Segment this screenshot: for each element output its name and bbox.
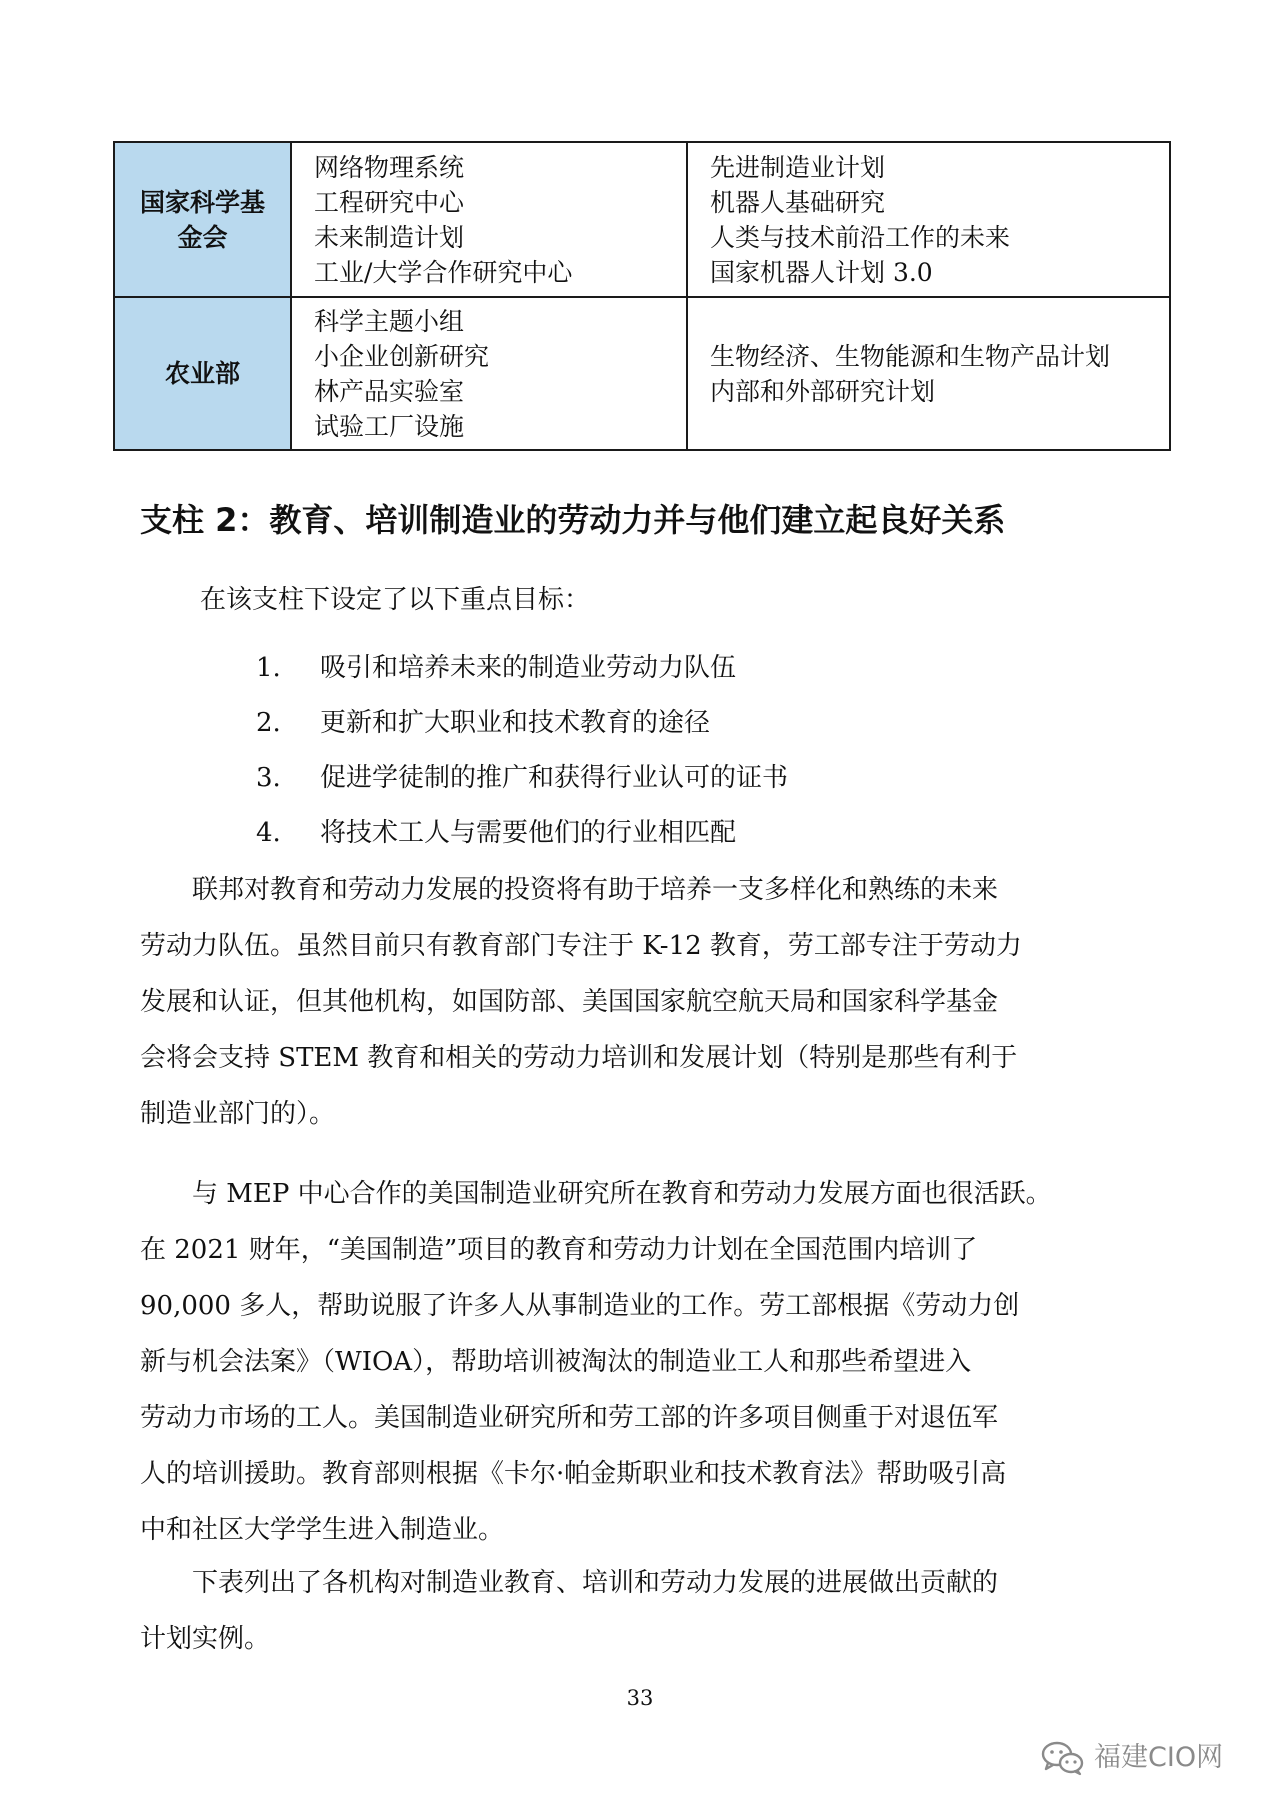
paragraph-line: 发展和认证，但其他机构，如国防部、美国国家航空航天局和国家科学基金 [140, 987, 999, 1017]
program-item: 生物经济、生物能源和生物产品计划 [710, 341, 1111, 371]
programs-left-cell [291, 142, 687, 297]
agency-line: 金会 [177, 222, 228, 252]
table-row [114, 142, 1170, 297]
program-item: 网络物理系统 [314, 152, 465, 182]
paragraph-table-intro [140, 1555, 1140, 1667]
program-item: 国家机器人计划 3.0 [710, 257, 933, 287]
program-table [113, 141, 1171, 451]
agency-cell [114, 297, 291, 450]
paragraph-line: 制造业部门的）。 [140, 1099, 336, 1129]
programs-right-cell [687, 142, 1170, 297]
section-intro: 在该支柱下设定了以下重点目标： [200, 585, 591, 615]
goals-list [256, 650, 788, 870]
paragraph-mep [140, 1166, 1140, 1558]
goal-text: 更新和扩大职业和技术教育的途径 [320, 708, 711, 738]
program-item: 试验工厂设施 [314, 411, 465, 441]
paragraph-line: 与 MEP 中心合作的美国制造业研究所在教育和劳动力发展方面也很活跃。 [140, 1179, 1052, 1209]
program-item: 科学主题小组 [314, 306, 465, 336]
paragraph-line: 计划实例。 [140, 1624, 271, 1654]
wechat-icon [1040, 1740, 1086, 1776]
paragraph-line: 新与机会法案》（WIOA），帮助培训被淘汰的制造业工人和那些希望进入 [140, 1347, 972, 1377]
paragraph-line: 90,000 多人，帮助说服了许多人从事制造业的工作。劳工部根据《劳动力创 [140, 1291, 1020, 1321]
program-item: 人类与技术前沿工作的未来 [710, 222, 1011, 252]
watermark [1040, 1738, 1223, 1778]
goal-number: 4. [256, 818, 281, 848]
paragraph-line: 联邦对教育和劳动力发展的投资将有助于培养一支多样化和熟练的未来 [140, 875, 999, 905]
program-item: 先进制造业计划 [710, 152, 886, 182]
table-row [114, 297, 1170, 450]
list-item [256, 705, 788, 760]
paragraph-line: 在 2021 财年，“美国制造”项目的教育和劳动力计划在全国范围内培训了 [140, 1235, 978, 1265]
list-item [256, 760, 788, 815]
paragraph-line: 会将会支持 STEM 教育和相关的劳动力培训和发展计划（特别是那些有利于 [140, 1043, 1018, 1073]
goal-text: 促进学徒制的推广和获得行业认可的证书 [320, 763, 789, 793]
programs-right-cell [687, 297, 1170, 450]
program-item: 内部和外部研究计划 [710, 376, 936, 406]
program-item: 未来制造计划 [314, 222, 465, 252]
program-item: 工业/大学合作研究中心 [314, 257, 573, 287]
agency-line: 农业部 [164, 359, 240, 388]
paragraph-line: 劳动力队伍。虽然目前只有教育部门专注于 K-12 教育，劳工部专注于劳动力 [140, 931, 1022, 961]
goal-number: 2. [256, 708, 281, 738]
program-item: 机器人基础研究 [710, 187, 886, 217]
section-heading: 支柱 2：教育、培训制造业的劳动力并与他们建立起良好关系 [140, 501, 1006, 539]
agency-line: 国家科学基 [139, 187, 265, 217]
goal-text: 将技术工人与需要他们的行业相匹配 [320, 818, 737, 848]
paragraph-line: 中和社区大学学生进入制造业。 [140, 1515, 505, 1545]
goal-number: 3. [256, 763, 281, 793]
paragraph-federal-investment [140, 862, 1140, 1142]
programs-left-cell [291, 297, 687, 450]
program-item: 工程研究中心 [314, 187, 465, 217]
paragraph-line: 人的培训援助。教育部则根据《卡尔·帕金斯职业和技术教育法》帮助吸引高 [140, 1459, 1007, 1489]
agency-cell [114, 142, 291, 297]
paragraph-line: 劳动力市场的工人。美国制造业研究所和劳工部的许多项目侧重于对退伍军 [140, 1403, 999, 1433]
paragraph-line: 下表列出了各机构对制造业教育、培训和劳动力发展的进展做出贡献的 [140, 1568, 999, 1598]
page-number: 33 [626, 1686, 654, 1710]
list-item [256, 650, 788, 705]
program-item: 林产品实验室 [314, 376, 465, 406]
program-item: 小企业创新研究 [314, 341, 490, 371]
watermark-text: 福建CIO网 [1094, 1742, 1224, 1773]
goal-number: 1. [256, 653, 281, 683]
goal-text: 吸引和培养未来的制造业劳动力队伍 [320, 653, 737, 683]
